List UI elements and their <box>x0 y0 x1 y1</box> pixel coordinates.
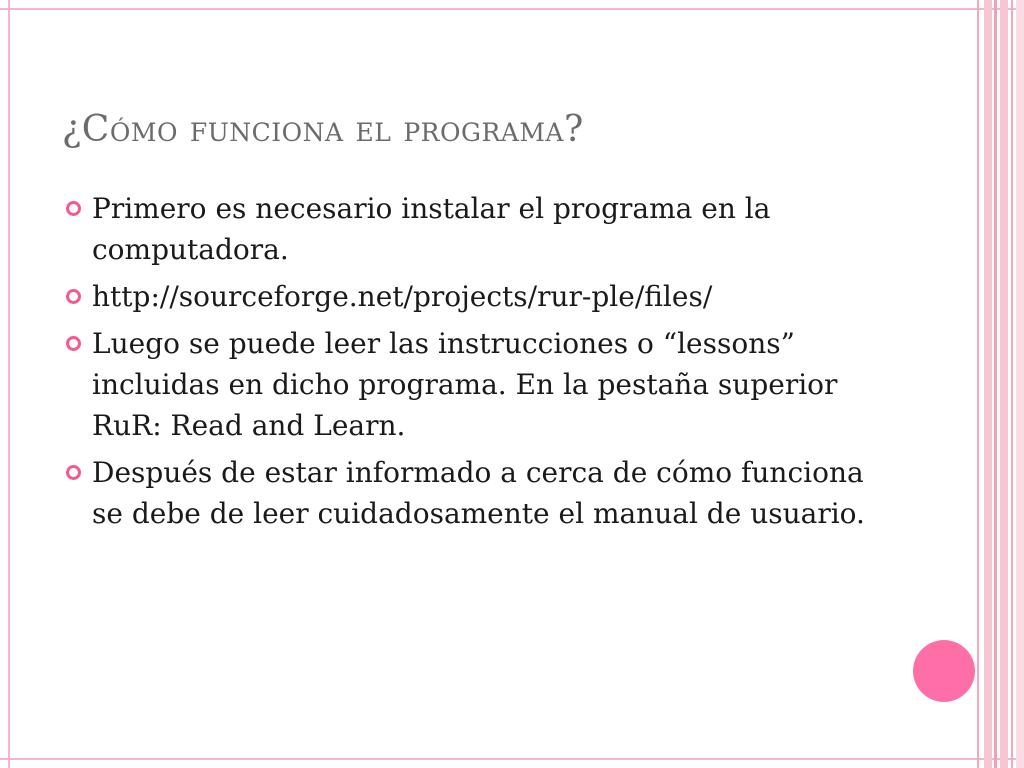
hollow-circle-icon <box>66 201 81 216</box>
hollow-circle-icon <box>66 465 81 480</box>
bullet-list <box>64 188 884 540</box>
frame-line-bottom <box>0 758 1024 760</box>
bullet-link-text[interactable]: http://sourceforge.net/projects/rur-ple/files/ <box>92 280 713 313</box>
bullet-text: Primero es necesario instalar el programa en la computadora. <box>92 192 771 266</box>
hollow-circle-icon <box>66 336 81 351</box>
decorative-stripe <box>977 0 979 768</box>
bullet-item <box>64 188 884 270</box>
bullet-item <box>64 452 884 534</box>
bullet-text: Luego se puede leer las instrucciones o “lessons” incluidas en dicho programa. En la pestaña superior RuR: Read and Learn. <box>92 327 838 442</box>
bullet-text: Después de estar informado a cerca de cómo funciona se debe de leer cuidadosamente el manual de usuario. <box>92 456 865 530</box>
decorative-stripe <box>994 0 997 768</box>
decorative-stripe <box>1011 0 1013 768</box>
bullet-item <box>64 276 884 317</box>
slide-title: ¿Cómo funciona el programa? <box>62 109 584 150</box>
decorative-stripe <box>1016 0 1024 768</box>
decorative-pink-circle <box>913 640 975 702</box>
frame-line-left <box>8 0 10 768</box>
decorative-stripe <box>984 0 992 768</box>
hollow-circle-icon <box>66 289 81 304</box>
frame-line-top <box>0 8 1024 10</box>
decorative-stripe <box>1000 0 1008 768</box>
bullet-item <box>64 323 884 446</box>
